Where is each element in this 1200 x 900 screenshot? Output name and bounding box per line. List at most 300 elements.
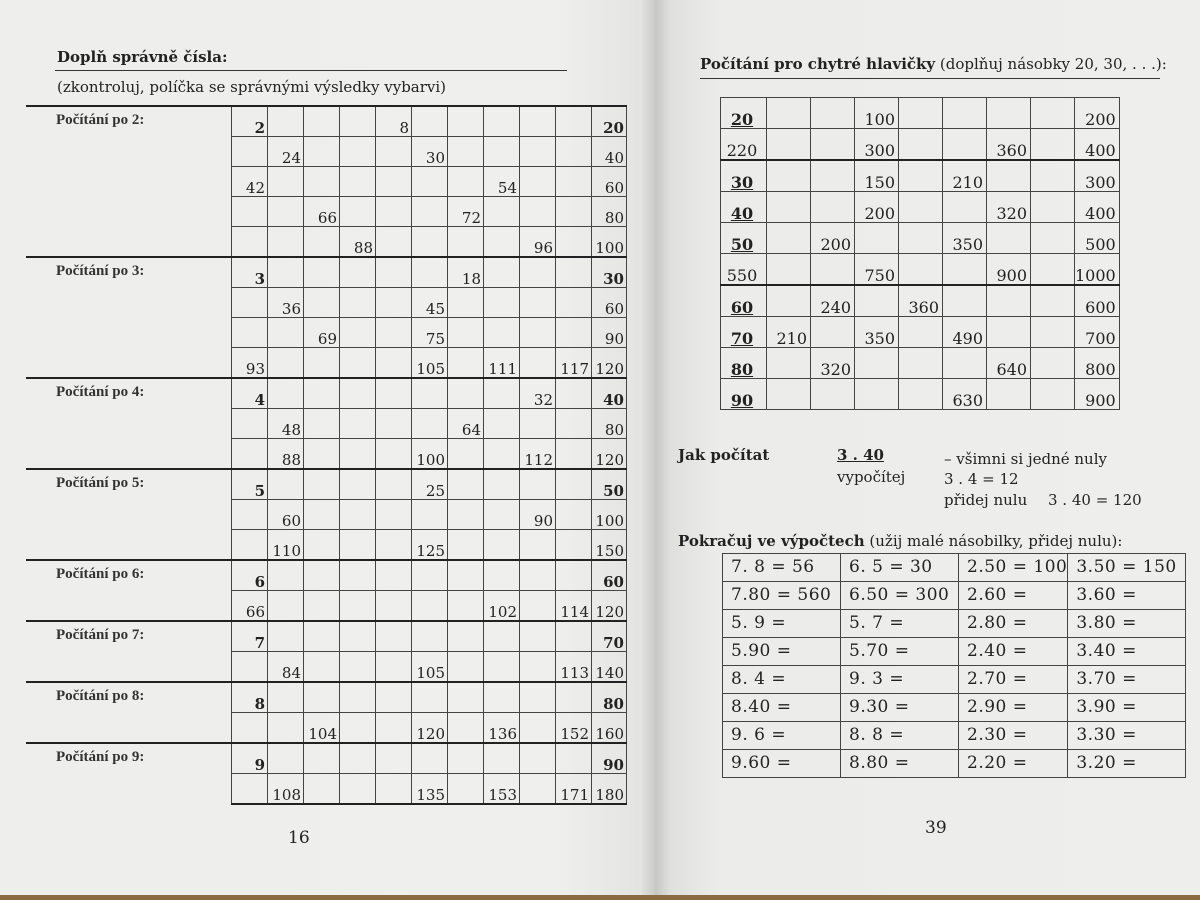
multiples-cell — [767, 98, 811, 129]
count-cell — [304, 652, 340, 683]
multiples-cell: 900 — [1075, 379, 1120, 410]
exercise-cell: 8.80 = — [841, 750, 959, 778]
multiples-cell — [899, 348, 943, 379]
multiples-table — [720, 97, 1120, 410]
count-cell: 70 — [592, 621, 627, 652]
count-cell: 114 — [556, 591, 592, 622]
count-cell — [484, 621, 520, 652]
multiples-cell: 640 — [987, 348, 1031, 379]
multiples-cell — [767, 348, 811, 379]
count-cell: 125 — [412, 530, 448, 561]
count-cell: 5 — [232, 469, 268, 500]
multiples-cell — [899, 192, 943, 223]
exercise-row — [723, 722, 1186, 750]
count-cell — [304, 682, 340, 713]
count-cell — [340, 591, 376, 622]
count-cell — [304, 621, 340, 652]
count-cell — [520, 257, 556, 288]
count-cell — [520, 288, 556, 318]
exercise-cell: 6. 5 = 30 — [841, 554, 959, 582]
multiples-cell — [1031, 223, 1075, 254]
multiples-row — [721, 223, 1120, 254]
multiples-cell: 300 — [1075, 160, 1120, 192]
count-cell: 105 — [412, 348, 448, 379]
count-cell — [304, 137, 340, 167]
count-cell — [484, 409, 520, 439]
exercise-cell: 9.30 = — [841, 694, 959, 722]
left-page-subtitle: (zkontroluj, políčka se správnými výsledky vybarvi) — [57, 78, 447, 96]
multiples-cell — [811, 379, 855, 410]
count-cell: 88 — [340, 227, 376, 258]
count-cell — [412, 257, 448, 288]
count-cell: 9 — [232, 743, 268, 774]
multiples-cell — [1031, 317, 1075, 348]
multiples-head-value: 550 — [726, 266, 758, 285]
exercise-cell: 9.60 = — [723, 750, 841, 778]
count-cell — [484, 743, 520, 774]
multiples-row — [721, 379, 1120, 410]
count-cell — [376, 409, 412, 439]
multiples-cell — [855, 348, 899, 379]
multiples-cell: 360 — [899, 285, 943, 317]
multiples-cell — [811, 98, 855, 129]
count-cell — [556, 106, 592, 137]
exercise-cell: 2.30 = — [959, 722, 1068, 750]
multiples-cell — [1031, 254, 1075, 286]
count-cell — [556, 560, 592, 591]
count-cell — [520, 409, 556, 439]
count-cell: 113 — [556, 652, 592, 683]
count-cell — [340, 348, 376, 379]
count-cell — [484, 318, 520, 348]
count-cell — [268, 591, 304, 622]
count-cell: 90 — [592, 318, 627, 348]
group-label: Počítání po 9: — [26, 743, 232, 804]
how-result: 3 . 40 = 120 — [1048, 491, 1142, 509]
count-cell — [304, 743, 340, 774]
multiples-cell: 200 — [1075, 98, 1120, 129]
multiples-cell: 400 — [1075, 192, 1120, 223]
count-cell — [376, 288, 412, 318]
count-cell: 45 — [412, 288, 448, 318]
count-cell: 105 — [412, 652, 448, 683]
count-cell: 93 — [232, 348, 268, 379]
count-cell — [520, 197, 556, 227]
multiples-cell — [767, 379, 811, 410]
count-cell: 42 — [232, 167, 268, 197]
count-cell — [448, 682, 484, 713]
count-cell — [304, 409, 340, 439]
count-cell — [232, 652, 268, 683]
multiples-cell: 200 — [855, 192, 899, 223]
multiples-cell: 350 — [943, 223, 987, 254]
multiples-row — [721, 129, 1120, 161]
count-cell — [268, 560, 304, 591]
count-cell: 30 — [412, 137, 448, 167]
group-label: Počítání po 5: — [26, 469, 232, 560]
count-cell: 120 — [592, 591, 627, 622]
multiples-row-head — [721, 160, 767, 192]
counting-table — [26, 105, 627, 805]
multiples-cell — [811, 160, 855, 192]
multiples-cell — [943, 98, 987, 129]
exercise-cell: 9. 3 = — [841, 666, 959, 694]
count-cell: 110 — [268, 530, 304, 561]
count-cell — [340, 530, 376, 561]
multiples-cell — [767, 160, 811, 192]
multiples-cell — [987, 223, 1031, 254]
count-cell — [484, 106, 520, 137]
count-cell — [556, 288, 592, 318]
right-page-title: Počítání pro chytré hlavičky — [700, 55, 936, 73]
count-cell: 60 — [592, 167, 627, 197]
multiples-cell — [1031, 129, 1075, 161]
multiples-cell: 400 — [1075, 129, 1120, 161]
count-cell — [376, 378, 412, 409]
count-cell — [232, 500, 268, 530]
count-cell — [340, 469, 376, 500]
multiples-head-value: 30 — [730, 173, 754, 192]
count-cell: 96 — [520, 227, 556, 258]
count-cell — [412, 378, 448, 409]
count-cell: 72 — [448, 197, 484, 227]
count-cell — [448, 530, 484, 561]
exercise-cell: 7. 8 = 56 — [723, 554, 841, 582]
count-cell: 136 — [484, 713, 520, 744]
count-cell — [304, 591, 340, 622]
count-cell — [448, 167, 484, 197]
count-cell — [484, 652, 520, 683]
exercise-row — [723, 554, 1186, 582]
multiples-row-head — [721, 317, 767, 348]
multiples-cell — [987, 160, 1031, 192]
count-cell — [520, 106, 556, 137]
multiples-cell — [811, 254, 855, 286]
count-cell — [304, 106, 340, 137]
exercise-cell: 2.60 = — [959, 582, 1068, 610]
exercise-cell: 3.20 = — [1068, 750, 1186, 778]
exercise-row — [723, 666, 1186, 694]
multiples-cell: 360 — [987, 129, 1031, 161]
count-cell — [556, 227, 592, 258]
multiples-row — [721, 348, 1120, 379]
count-cell — [448, 743, 484, 774]
multiples-cell: 600 — [1075, 285, 1120, 317]
count-cell — [448, 106, 484, 137]
count-cell — [376, 621, 412, 652]
count-cell: 60 — [592, 560, 627, 591]
multiples-head-value: 80 — [730, 360, 754, 379]
exercise-row — [723, 582, 1186, 610]
count-cell — [232, 439, 268, 470]
count-cell — [268, 318, 304, 348]
count-cell — [232, 713, 268, 744]
how-example: 3 . 40 — [837, 446, 884, 464]
count-cell — [340, 774, 376, 805]
count-cell — [556, 469, 592, 500]
count-cell — [268, 106, 304, 137]
count-cell — [232, 774, 268, 805]
count-cell — [556, 257, 592, 288]
count-cell — [340, 106, 376, 137]
count-cell — [556, 318, 592, 348]
multiples-row — [721, 254, 1120, 286]
count-cell — [448, 652, 484, 683]
exercise-cell: 2.40 = — [959, 638, 1068, 666]
count-cell — [520, 530, 556, 561]
count-cell — [484, 530, 520, 561]
count-cell: 54 — [484, 167, 520, 197]
count-cell: 160 — [592, 713, 627, 744]
exercise-cell: 2.90 = — [959, 694, 1068, 722]
count-cell — [484, 560, 520, 591]
count-cell — [304, 439, 340, 470]
how-compute-label: vypočítej — [837, 468, 906, 486]
exercise-row — [723, 750, 1186, 778]
count-cell — [376, 500, 412, 530]
count-cell — [376, 743, 412, 774]
multiples-row-head — [721, 285, 767, 317]
count-cell: 100 — [592, 500, 627, 530]
count-cell — [520, 774, 556, 805]
exercise-row — [723, 610, 1186, 638]
multiples-cell — [1031, 348, 1075, 379]
count-cell — [232, 409, 268, 439]
count-cell — [376, 560, 412, 591]
count-cell — [376, 682, 412, 713]
count-cell — [484, 137, 520, 167]
book-spine — [640, 0, 670, 895]
multiples-row-head — [721, 192, 767, 223]
multiples-head-value: 70 — [730, 329, 754, 348]
count-row — [26, 106, 627, 137]
multiples-cell — [987, 379, 1031, 410]
count-cell: 111 — [484, 348, 520, 379]
count-cell: 69 — [304, 318, 340, 348]
count-cell — [520, 682, 556, 713]
multiples-cell: 500 — [1075, 223, 1120, 254]
count-cell — [304, 378, 340, 409]
count-cell: 100 — [412, 439, 448, 470]
count-cell — [304, 500, 340, 530]
count-cell — [556, 439, 592, 470]
count-cell: 150 — [592, 530, 627, 561]
count-cell — [376, 348, 412, 379]
count-cell — [484, 288, 520, 318]
multiples-cell: 1000 — [1075, 254, 1120, 286]
multiples-cell — [899, 98, 943, 129]
count-cell: 48 — [268, 409, 304, 439]
count-cell: 32 — [520, 378, 556, 409]
multiples-cell — [943, 348, 987, 379]
count-cell — [448, 591, 484, 622]
group-label: Počítání po 2: — [26, 106, 232, 257]
multiples-row-head — [721, 223, 767, 254]
count-cell — [376, 530, 412, 561]
multiples-cell — [1031, 160, 1075, 192]
count-cell — [448, 713, 484, 744]
multiples-cell — [811, 129, 855, 161]
exercise-cell: 3.70 = — [1068, 666, 1186, 694]
count-cell: 90 — [592, 743, 627, 774]
count-cell — [556, 743, 592, 774]
count-cell: 18 — [448, 257, 484, 288]
count-cell: 120 — [412, 713, 448, 744]
exercise-cell: 8.40 = — [723, 694, 841, 722]
count-cell: 117 — [556, 348, 592, 379]
multiples-cell — [899, 379, 943, 410]
multiples-cell: 100 — [855, 98, 899, 129]
count-cell — [340, 167, 376, 197]
multiples-cell — [855, 223, 899, 254]
count-cell — [556, 621, 592, 652]
count-cell — [232, 318, 268, 348]
count-cell — [304, 774, 340, 805]
count-cell — [376, 137, 412, 167]
count-cell — [376, 227, 412, 258]
count-cell — [520, 743, 556, 774]
multiples-cell — [943, 254, 987, 286]
count-cell — [520, 713, 556, 744]
count-cell — [520, 137, 556, 167]
count-cell — [304, 227, 340, 258]
count-cell: 180 — [592, 774, 627, 805]
count-cell — [304, 288, 340, 318]
count-cell — [448, 288, 484, 318]
count-cell: 66 — [232, 591, 268, 622]
count-cell: 102 — [484, 591, 520, 622]
exercise-cell: 8. 4 = — [723, 666, 841, 694]
multiples-cell — [943, 192, 987, 223]
multiples-cell: 210 — [943, 160, 987, 192]
count-cell: 84 — [268, 652, 304, 683]
count-cell — [268, 682, 304, 713]
count-cell — [304, 348, 340, 379]
how-note: – všimni si jedné nuly — [944, 450, 1107, 468]
count-cell: 153 — [484, 774, 520, 805]
page-number-left: 16 — [288, 828, 310, 848]
exercise-cell: 2.70 = — [959, 666, 1068, 694]
count-cell — [340, 713, 376, 744]
multiples-cell: 300 — [855, 129, 899, 161]
exercise-cell: 6.50 = 300 — [841, 582, 959, 610]
count-cell — [448, 318, 484, 348]
count-cell — [412, 167, 448, 197]
count-cell — [376, 652, 412, 683]
count-cell — [520, 621, 556, 652]
count-cell — [484, 227, 520, 258]
multiples-cell: 210 — [767, 317, 811, 348]
count-cell — [448, 560, 484, 591]
right-title-rule — [700, 78, 1160, 79]
count-cell — [232, 137, 268, 167]
count-cell — [376, 591, 412, 622]
count-cell — [448, 378, 484, 409]
count-cell — [448, 500, 484, 530]
count-cell — [412, 591, 448, 622]
count-cell — [484, 439, 520, 470]
count-cell — [412, 682, 448, 713]
count-cell — [556, 197, 592, 227]
count-cell — [376, 318, 412, 348]
count-cell — [448, 137, 484, 167]
count-row — [26, 257, 627, 288]
multiples-cell: 320 — [987, 192, 1031, 223]
count-cell — [340, 318, 376, 348]
count-cell — [412, 743, 448, 774]
multiples-cell: 240 — [811, 285, 855, 317]
count-cell — [304, 560, 340, 591]
count-cell — [268, 167, 304, 197]
count-cell — [340, 743, 376, 774]
count-cell — [304, 530, 340, 561]
multiples-cell — [855, 285, 899, 317]
count-cell: 80 — [592, 682, 627, 713]
multiples-cell — [767, 254, 811, 286]
count-cell — [412, 500, 448, 530]
how-heading: Jak počítat — [678, 446, 770, 464]
count-cell: 66 — [304, 197, 340, 227]
count-cell — [556, 137, 592, 167]
exercise-cell: 3.40 = — [1068, 638, 1186, 666]
multiples-cell — [987, 98, 1031, 129]
multiples-cell: 800 — [1075, 348, 1120, 379]
count-cell — [412, 197, 448, 227]
count-cell — [412, 227, 448, 258]
count-cell — [304, 167, 340, 197]
count-cell — [232, 530, 268, 561]
count-cell — [340, 197, 376, 227]
count-cell — [448, 469, 484, 500]
multiples-cell — [767, 192, 811, 223]
exercise-row — [723, 638, 1186, 666]
multiples-head-value: 90 — [730, 391, 754, 410]
count-cell — [304, 257, 340, 288]
multiples-cell — [899, 317, 943, 348]
multiples-cell: 350 — [855, 317, 899, 348]
exercise-cell: 3.80 = — [1068, 610, 1186, 638]
count-cell: 90 — [520, 500, 556, 530]
right-page-title-line — [700, 55, 1167, 73]
group-label: Počítání po 8: — [26, 682, 232, 743]
count-cell — [340, 257, 376, 288]
count-cell: 80 — [592, 197, 627, 227]
count-cell — [376, 257, 412, 288]
count-cell — [556, 167, 592, 197]
multiples-row — [721, 317, 1120, 348]
count-cell — [268, 227, 304, 258]
exercise-cell: 5. 9 = — [723, 610, 841, 638]
count-cell — [520, 469, 556, 500]
count-row — [26, 560, 627, 591]
multiples-cell — [1031, 285, 1075, 317]
count-cell — [484, 378, 520, 409]
count-cell — [520, 318, 556, 348]
multiples-cell — [899, 129, 943, 161]
count-cell — [376, 713, 412, 744]
exercise-cell: 2.80 = — [959, 610, 1068, 638]
count-cell: 25 — [412, 469, 448, 500]
multiples-cell — [811, 317, 855, 348]
count-cell: 88 — [268, 439, 304, 470]
multiples-cell — [767, 285, 811, 317]
count-cell — [340, 137, 376, 167]
multiples-cell — [1031, 379, 1075, 410]
multiples-row-head — [721, 379, 767, 410]
how-add-zero: přidej nulu — [944, 491, 1028, 509]
count-cell: 6 — [232, 560, 268, 591]
multiples-row — [721, 192, 1120, 223]
